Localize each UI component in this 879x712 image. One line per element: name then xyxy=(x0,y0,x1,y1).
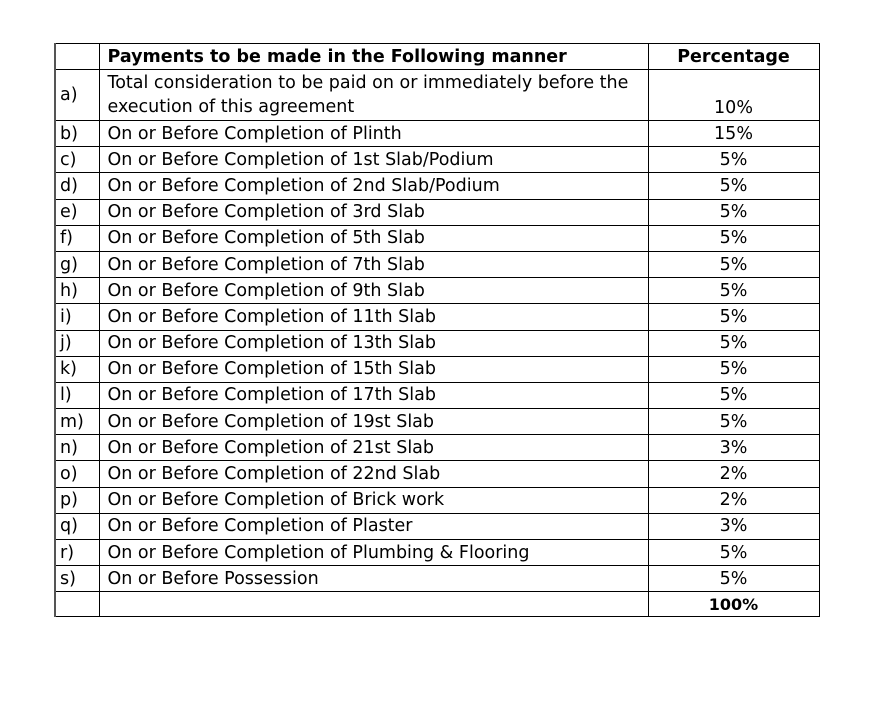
header-label-cell xyxy=(55,44,99,70)
table-row xyxy=(55,513,819,539)
row-description: On or Before Completion of 1st Slab/Podium xyxy=(99,147,648,173)
row-percentage: 10% xyxy=(648,70,819,121)
table-row xyxy=(55,566,819,592)
row-description: On or Before Completion of 21st Slab xyxy=(99,435,648,461)
row-description: On or Before Completion of Brick work xyxy=(99,487,648,513)
row-label: e) xyxy=(55,199,99,225)
row-percentage: 5% xyxy=(648,409,819,435)
table-row xyxy=(55,121,819,147)
table-row xyxy=(55,304,819,330)
row-description: On or Before Completion of Plumbing & Flooring xyxy=(99,540,648,566)
row-percentage: 5% xyxy=(648,225,819,251)
table-row xyxy=(55,435,819,461)
row-description: On or Before Completion of 7th Slab xyxy=(99,251,648,277)
table-row xyxy=(55,461,819,487)
table-row xyxy=(55,487,819,513)
table-row xyxy=(55,147,819,173)
table-row xyxy=(55,409,819,435)
row-description: On or Before Completion of 19st Slab xyxy=(99,409,648,435)
total-label xyxy=(55,592,99,617)
table-row xyxy=(55,382,819,408)
row-description: On or Before Completion of 2nd Slab/Podium xyxy=(99,173,648,199)
row-label: p) xyxy=(55,487,99,513)
row-description: On or Before Completion of 15th Slab xyxy=(99,356,648,382)
table-row xyxy=(55,173,819,199)
row-description: On or Before Completion of 22nd Slab xyxy=(99,461,648,487)
row-percentage: 5% xyxy=(648,540,819,566)
row-label: o) xyxy=(55,461,99,487)
table-row xyxy=(55,356,819,382)
row-description: On or Before Completion of 5th Slab xyxy=(99,225,648,251)
row-description: On or Before Completion of 3rd Slab xyxy=(99,199,648,225)
row-percentage: 2% xyxy=(648,461,819,487)
row-label: l) xyxy=(55,382,99,408)
row-percentage: 3% xyxy=(648,435,819,461)
table-header-row xyxy=(55,44,819,70)
row-description: On or Before Completion of 11th Slab xyxy=(99,304,648,330)
row-label: f) xyxy=(55,225,99,251)
row-percentage: 5% xyxy=(648,278,819,304)
row-percentage: 5% xyxy=(648,566,819,592)
row-percentage: 3% xyxy=(648,513,819,539)
payment-schedule-table xyxy=(54,43,820,617)
row-label: q) xyxy=(55,513,99,539)
row-description: Total consideration to be paid on or immediately before the execution of this agreement xyxy=(99,70,648,121)
header-description: Payments to be made in the Following manner xyxy=(99,44,648,70)
row-percentage: 5% xyxy=(648,330,819,356)
row-label: d) xyxy=(55,173,99,199)
row-label: n) xyxy=(55,435,99,461)
row-label: m) xyxy=(55,409,99,435)
row-percentage: 5% xyxy=(648,356,819,382)
row-description: On or Before Completion of Plinth xyxy=(99,121,648,147)
row-label: b) xyxy=(55,121,99,147)
table-row xyxy=(55,330,819,356)
row-percentage: 5% xyxy=(648,173,819,199)
row-label: r) xyxy=(55,540,99,566)
table-row xyxy=(55,70,819,121)
header-percentage: Percentage xyxy=(648,44,819,70)
table-row xyxy=(55,225,819,251)
row-label: a) xyxy=(55,70,99,121)
row-description: On or Before Possession xyxy=(99,566,648,592)
row-percentage: 5% xyxy=(648,147,819,173)
table-row xyxy=(55,199,819,225)
row-label: h) xyxy=(55,278,99,304)
table-row xyxy=(55,540,819,566)
total-description xyxy=(99,592,648,617)
row-label: c) xyxy=(55,147,99,173)
row-label: k) xyxy=(55,356,99,382)
row-label: i) xyxy=(55,304,99,330)
row-percentage: 2% xyxy=(648,487,819,513)
row-percentage: 15% xyxy=(648,121,819,147)
row-label: j) xyxy=(55,330,99,356)
row-description: On or Before Completion of 9th Slab xyxy=(99,278,648,304)
row-description: On or Before Completion of 13th Slab xyxy=(99,330,648,356)
total-row xyxy=(55,592,819,617)
row-percentage: 5% xyxy=(648,251,819,277)
row-percentage: 5% xyxy=(648,304,819,330)
row-label: s) xyxy=(55,566,99,592)
row-description: On or Before Completion of Plaster xyxy=(99,513,648,539)
row-description: On or Before Completion of 17th Slab xyxy=(99,382,648,408)
row-percentage: 5% xyxy=(648,199,819,225)
table-row xyxy=(55,278,819,304)
table-row xyxy=(55,251,819,277)
row-percentage: 5% xyxy=(648,382,819,408)
row-label: g) xyxy=(55,251,99,277)
total-percentage: 100% xyxy=(648,592,819,617)
